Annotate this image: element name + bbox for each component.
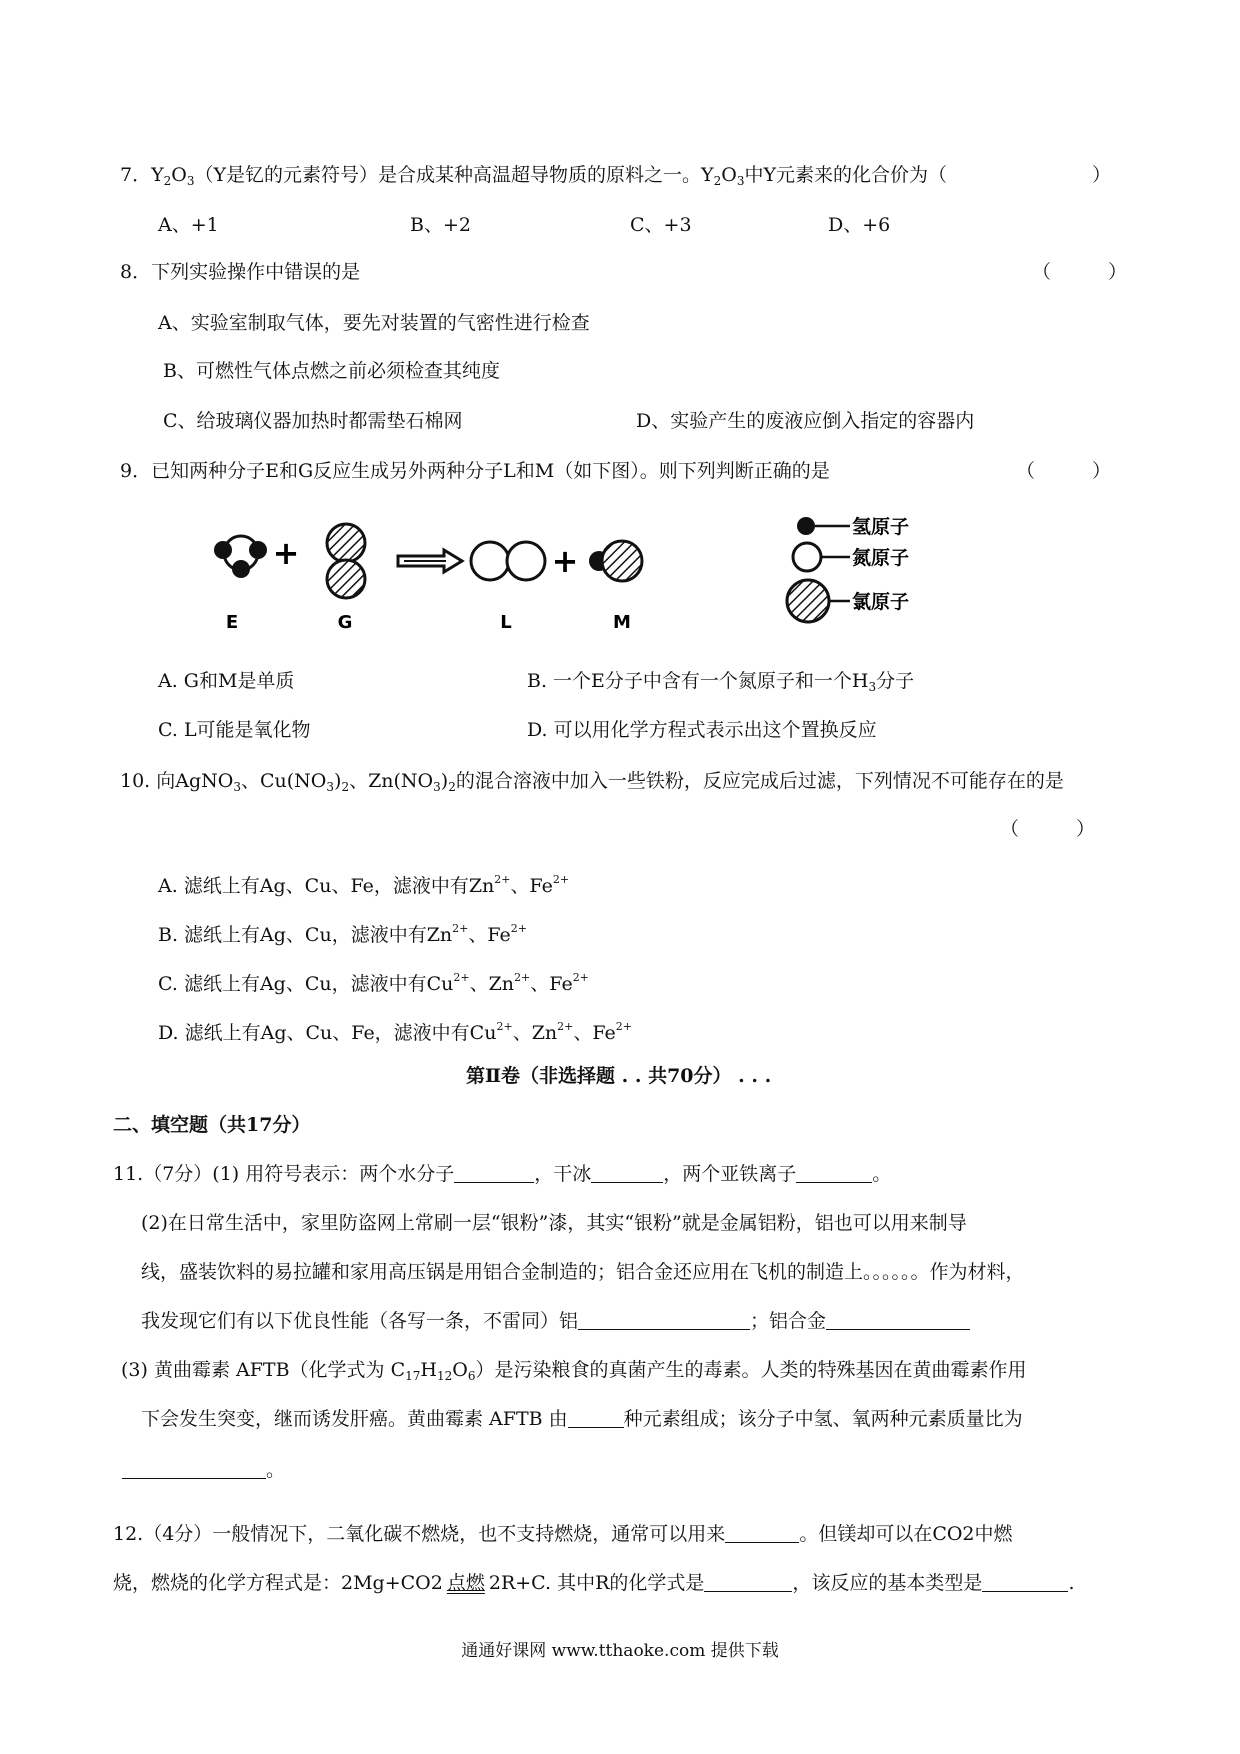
q9-stem: 9．已知两种分子E和G反应生成另外两种分子L和M（如下图）。则下列判断正确的是: [120, 460, 830, 482]
q10-option-b: B. 滤纸上有Ag、Cu，滤液中有$Zn^{2+}$、$Fe^{2+}$: [158, 922, 527, 946]
reaction-arrow-icon: [398, 550, 462, 572]
molecule-m: [589, 541, 642, 581]
blank-aluminum-property[interactable]: [578, 1311, 750, 1330]
molecule-e: [214, 536, 267, 578]
label-g: G: [337, 612, 353, 633]
q11-part3-line2: 下会发生突变，继而诱发肝癌。黄曲霉素 AFTB 由 种元素组成；该分子中氢、氧两种元素质量比为: [141, 1408, 1023, 1430]
blank-ferrous-ions[interactable]: [796, 1164, 872, 1183]
q10-option-a: A. 滤纸上有Ag、Cu、Fe，滤液中有$Zn^{2+}$、$Fe^{2+}$: [158, 873, 570, 897]
label-e: E: [225, 612, 239, 633]
q8-option-d: D、实验产生的废液应倒入指定的容器内: [636, 410, 975, 432]
q12-line1: 12.（4分）一般情况下，二氧化碳不燃烧，也不支持燃烧，通常可以用来 。但镁却可以在CO2中燃: [113, 1523, 1013, 1545]
molecule-reaction-diagram: [0, 512, 1240, 642]
q9-option-a: A. G和M是单质: [158, 670, 295, 692]
q7-option-a: A、+1: [158, 214, 219, 236]
molecule-g: [327, 524, 365, 598]
q9-paren: （ ）: [1016, 460, 1112, 482]
blank-alloy-property[interactable]: [826, 1311, 970, 1330]
q7-paren-close: ）: [1092, 164, 1112, 186]
q7-option-c: C、+3: [630, 214, 692, 236]
blank-co2-use[interactable]: [725, 1524, 799, 1543]
blank-dry-ice[interactable]: [591, 1164, 663, 1183]
q9-option-d: D. 可以用化学方程式表示出这个置换反应: [527, 719, 877, 741]
q10-stem: 10. 向AgNO$_3$、$Cu(NO_3)_2$、$Zn(NO_3)_2$的混合溶液中加入一些铁粉，反应完成后过滤，下列情况不可能存在的是: [120, 770, 1064, 794]
q11-part3-line1: (3) 黄曲霉素 AFTB（化学式为 $C_{17}H_{12}O_6$）是污染粮食的真菌产生的毒素。人类的特殊基因在黄曲霉素作用: [121, 1359, 1027, 1383]
blank-element-count[interactable]: [568, 1409, 624, 1428]
blank-r-formula[interactable]: [704, 1573, 792, 1592]
q10-option-d: D. 滤纸上有Ag、Cu、Fe，滤液中有$Cu^{2+}$、$Zn^{2+}$、$Fe^{2+}$: [158, 1020, 632, 1044]
label-l: L: [500, 612, 512, 633]
q8-option-c: C、给玻璃仪器加热时都需垫石棉网: [163, 410, 463, 432]
molecule-l: [471, 542, 545, 580]
q11-part2-line2: 线，盛装饮料的易拉罐和家用高压锅是用铝合金制造的；铝合金还应用在飞机的制造上。。。。。。作为材料，: [141, 1261, 1025, 1283]
section-heading: 二、填空题（共17分）: [113, 1114, 311, 1136]
blank-reaction-type[interactable]: [982, 1573, 1068, 1592]
legend-hydrogen: 氢原子: [852, 516, 910, 538]
q9-option-b: B. 一个E分子中含有一个氮原子和一个$H_3$分子: [527, 670, 915, 694]
q9-option-c: C. L可能是氧化物: [158, 719, 311, 741]
q11-part2-line3: 我发现它们有以下优良性能（各写一条，不雷同）铝 ；铝合金: [141, 1308, 970, 1334]
plus-sign-1: +: [272, 534, 300, 572]
diagram-legend: [787, 515, 909, 622]
part2-title: 第Ⅱ卷（非选择题 . . 共70分） . . .: [466, 1065, 772, 1087]
q8-stem: 8．下列实验操作中错误的是: [120, 261, 361, 283]
q7-option-b: B、+2: [410, 214, 471, 236]
q12-line2: 烧，燃烧的化学方程式是：2Mg+CO2 点燃 2R+C. 其中R的化学式是 ，该反应的基本类型是 .: [113, 1572, 1075, 1594]
q8-paren: （ ）: [1032, 261, 1128, 283]
q10-option-c: C. 滤纸上有Ag、Cu，滤液中有$Cu^{2+}$、$Zn^{2+}$、$Fe^{2+}$: [158, 971, 589, 995]
legend-nitrogen: 氮原子: [852, 547, 910, 569]
ignite-condition: 点燃: [446, 1572, 485, 1594]
q11-part3-line3: 。: [122, 1457, 285, 1483]
q7-stem: 7．$Y_2O_3(Y$是钇的元素符号）是合成某种高温超导物质的原料之一。$Y_2O_3$中Y元素来的化合价为（: [120, 164, 947, 188]
q8-option-b: B、可燃性气体点燃之前必须检查其纯度: [163, 360, 500, 382]
q8-option-a: A、实验室制取气体，要先对装置的气密性进行检查: [158, 312, 590, 334]
q11-part2-line1: (2)在日常生活中，家里防盗网上常刷一层“银粉”漆，其实“银粉”就是金属铝粉，铝也可以用来制导: [141, 1212, 967, 1234]
plus-sign-2: +: [551, 542, 579, 580]
q7-option-d: D、+6: [828, 214, 891, 236]
label-m: M: [613, 612, 631, 633]
blank-water-molecules[interactable]: [454, 1164, 534, 1183]
page-footer: 通通好课网 www.tthaoke.com 提供下载: [461, 1641, 779, 1661]
q10-paren: （ ）: [1000, 818, 1096, 840]
legend-chlorine: 氯原子: [852, 591, 910, 613]
blank-mass-ratio[interactable]: [122, 1460, 266, 1479]
q11-part1: 11.（7分）(1) 用符号表示：两个水分子 ，干冰 ，两个亚铁离子 。: [113, 1163, 892, 1185]
